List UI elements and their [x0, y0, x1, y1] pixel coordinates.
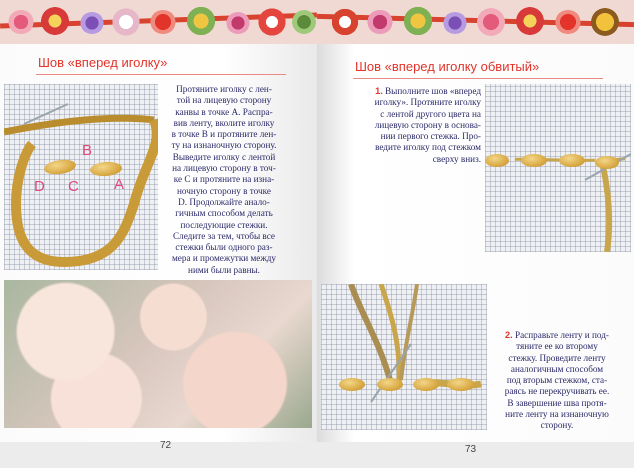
page-number: 72	[160, 440, 172, 451]
bottom-band-left	[0, 442, 317, 468]
point-label-c: C	[68, 178, 79, 195]
point-label-a: A	[114, 176, 125, 193]
section-title: Шов «вперед иголку обвитый»	[355, 59, 540, 74]
carnation-photo	[4, 280, 312, 428]
stitch-4	[447, 378, 475, 391]
stitch-4	[595, 156, 619, 169]
whipped-stitch-photo-2	[321, 284, 487, 430]
step-2-text: 2. Расправьте ленту и под- тяните ее ко второму стежку. Проведите ленту аналогичным способом под вторым стежком, ста- раясь не перекручивать ее. В завершение шва протя- ните ленту на изнаночную сторону.	[504, 330, 610, 431]
running-stitch-photo	[4, 84, 158, 270]
stitch-2	[521, 154, 547, 167]
stitch-1	[339, 378, 365, 391]
title-underline	[353, 78, 603, 79]
step-1-text: 1. Выполните шов «вперед иголку». Протяните иголку с лентой другого цвета на лицевую сторону в основа- нии первого стежка. Про- ведите иголку под стежком сверху вниз.	[374, 86, 481, 164]
title-underline	[36, 74, 286, 75]
point-label-b: B	[82, 142, 93, 159]
page-number: 73	[465, 444, 477, 455]
section-title: Шов «вперед иголку»	[38, 55, 168, 70]
point-label-d: D	[34, 178, 45, 195]
flower-banner-right	[317, 0, 634, 44]
right-page	[317, 0, 634, 468]
stitch-3	[413, 378, 439, 391]
stitch-2	[377, 378, 403, 391]
flower-banner-left	[0, 0, 317, 44]
stitch-1	[485, 154, 509, 167]
stitch-3	[559, 154, 585, 167]
whipped-stitch-photo-1	[485, 84, 631, 252]
instruction-text: Протяните иголку с лен- той на лицевую сторону канвы в точке А. Распра- вив ленту, вколите иголку в точке В и протяните лен- ту на изнаночную сторону. Выведите иголку с лентой на лицевую сторону в точ- ке С и протяните на изна- ночную сторону в точке D. Продолжайте анало- гичным способом делать последующие стежки. Следите за тем, чтобы все стежки были одного раз- мера и промежутки между ними были равны.	[171, 84, 277, 275]
